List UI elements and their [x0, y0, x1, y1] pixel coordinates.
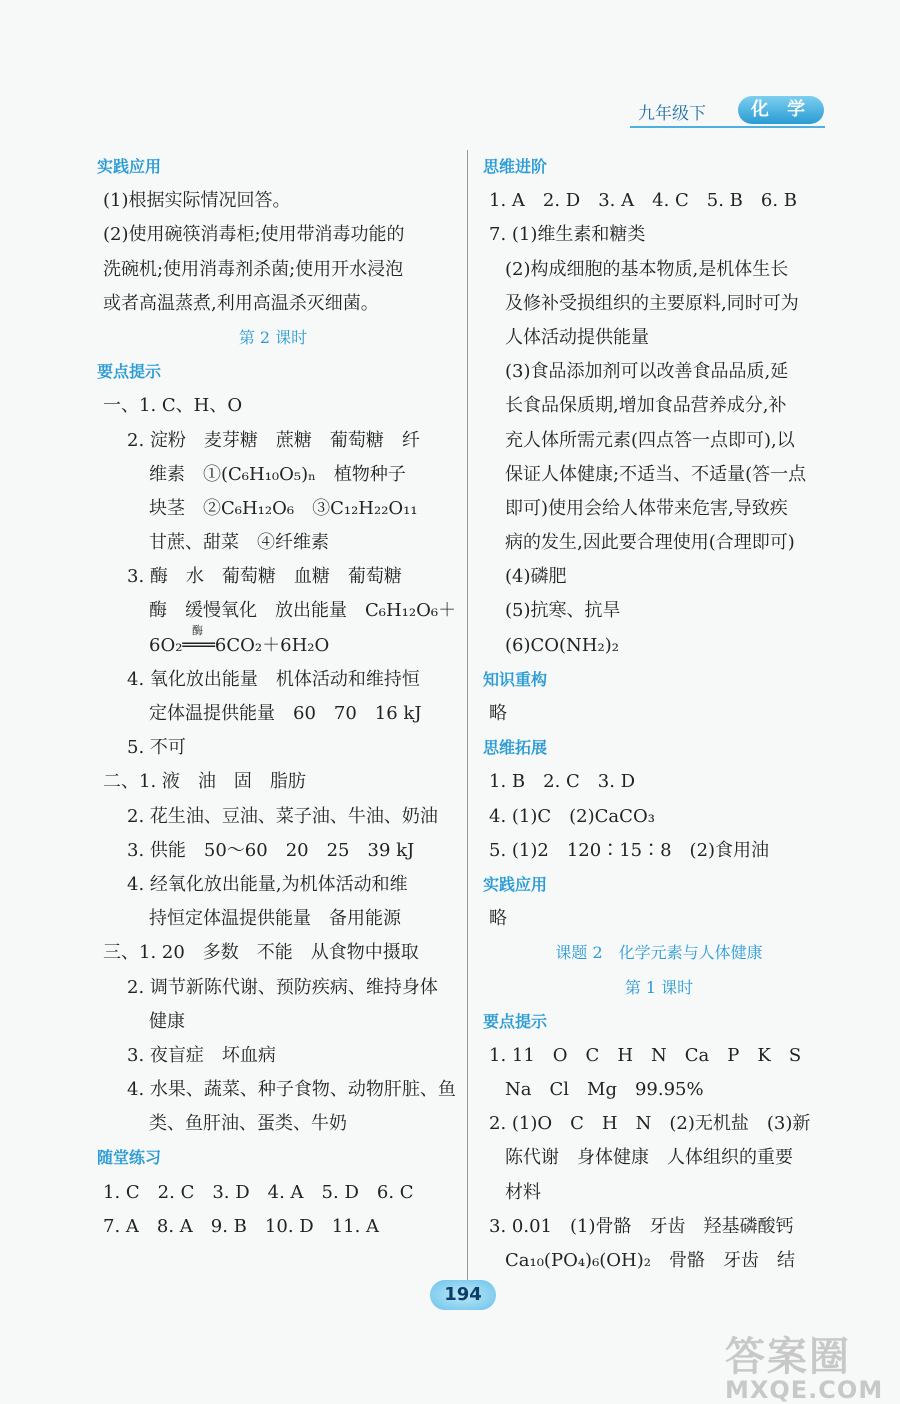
line-text: 要点提示 — [97, 362, 162, 382]
line-text: 3. 夜盲症 坏血病 — [127, 1044, 276, 1066]
line-text: 材料 — [505, 1181, 541, 1203]
answer-line — [483, 526, 835, 560]
line-text: 维素 ①(C₆H₁₀O₅)ₙ 植物种子 — [149, 463, 406, 485]
line-text: 洗碗机;使用消毒剂杀菌;使用开水浸泡 — [103, 258, 404, 280]
watermark-url: MXQE.COM — [725, 1376, 884, 1404]
line-text: 块茎 ②C₆H₁₂O₆ ③C₁₂H₂₂O₁₁ — [149, 497, 418, 519]
line-text: (5)抗寒、抗旱 — [505, 600, 621, 622]
left-column — [97, 150, 457, 1244]
answer-line — [483, 560, 835, 594]
answer-line — [97, 765, 449, 799]
answer-line — [483, 424, 835, 458]
header-underline — [630, 126, 825, 128]
line-text: 1. 11 O C H N Ca P K S — [489, 1044, 802, 1066]
watermark-text: 答案圈 — [725, 1334, 851, 1380]
line-text: (6)CO(NH₂)₂ — [505, 634, 619, 656]
section-heading — [483, 150, 835, 184]
answer-line — [483, 1107, 835, 1141]
answer-line — [483, 1210, 835, 1244]
answer-line — [483, 287, 835, 321]
section-heading — [483, 868, 835, 902]
answer-line — [97, 389, 449, 423]
line-text: Na Cl Mg 99.95% — [505, 1079, 704, 1101]
line-text: 一、1. C、H、O — [103, 395, 243, 417]
line-text: 类、鱼肝油、蛋类、牛奶 — [149, 1113, 347, 1135]
line-text: 保证人体健康;不适当、不适量(答一点 — [505, 463, 807, 485]
line-text: 7. (1)维生素和糖类 — [489, 224, 646, 246]
line-text: 实践应用 — [97, 157, 162, 176]
answer-line — [97, 1073, 456, 1107]
line-text: 4. 经氧化放出能量,为机体活动和维 — [127, 873, 408, 895]
answer-line — [483, 253, 835, 287]
line-text: 健康 — [149, 1010, 185, 1032]
answer-line — [97, 184, 449, 218]
answer-line — [483, 902, 835, 936]
answer-line — [483, 184, 835, 218]
line-text: 甘蔗、甜菜 ④纤维素 — [149, 532, 329, 554]
answer-line — [97, 253, 449, 287]
answer-line — [483, 1244, 835, 1278]
line-text: Ca₁₀(PO₄)₆(OH)₂ 骨骼 牙齿 结 — [505, 1250, 795, 1271]
line-text: 即可)使用会给人体带来危害,导致疾 — [505, 497, 788, 519]
answer-line — [97, 868, 449, 902]
line-text: 定体温提供能量 60 70 16 kJ — [149, 703, 422, 724]
line-text: 5. 不可 — [127, 737, 186, 759]
answer-line — [97, 902, 449, 936]
answer-line — [97, 287, 449, 321]
line-text: 略 — [489, 703, 507, 724]
answer-line — [97, 1176, 449, 1210]
watermark-logo — [725, 1325, 883, 1404]
line-text: 思维进阶 — [483, 157, 548, 176]
line-text: 思维拓展 — [483, 738, 548, 758]
line-text: 2. 调节新陈代谢、预防疾病、维持身体 — [127, 976, 438, 998]
answer-line — [97, 1210, 449, 1244]
line-text: (3)食品添加剂可以改善食品品质,延 — [505, 361, 789, 383]
line-text: 实践应用 — [483, 874, 548, 894]
answer-line — [483, 1141, 835, 1175]
answer-line — [97, 1039, 449, 1073]
answer-line — [483, 1176, 835, 1210]
line-text: 4. 氧化放出能量 机体活动和维持恒 — [127, 668, 420, 690]
line-text: 7. A 8. A 9. B 10. D 11. A — [103, 1215, 380, 1237]
line-text: 充人体所需元素(四点答一点即可),以 — [505, 429, 795, 451]
answer-line — [483, 492, 835, 526]
answer-line — [97, 1107, 449, 1141]
line-text: 3. 酶 水 葡萄糖 血糖 葡萄糖 — [127, 566, 402, 588]
line-text: 持恒定体温提供能量 备用能源 — [149, 908, 401, 930]
answer-line — [483, 1073, 835, 1107]
answer-line — [97, 971, 449, 1005]
answer-line — [483, 218, 835, 252]
line-text: 1. A 2. D 3. A 4. C 5. B 6. B — [489, 190, 798, 212]
answer-line — [483, 389, 835, 423]
answer-line — [97, 697, 449, 731]
line-text: 4. (1)C (2)CaCO₃ — [489, 805, 655, 827]
line-text: 知识重构 — [483, 669, 548, 689]
answer-line — [97, 458, 449, 492]
line-text: 3. 0.01 (1)骨骼 牙齿 羟基磷酸钙 — [489, 1215, 794, 1237]
answer-line — [483, 321, 835, 355]
answer-line — [97, 526, 449, 560]
lesson-title — [483, 936, 835, 970]
line-text: 要点提示 — [483, 1011, 548, 1031]
line-text: 陈代谢 身体健康 人体组织的重要 — [505, 1147, 793, 1169]
line-text: 第 2 课时 — [238, 327, 308, 347]
line-text: 及修补受损组织的主要原料,同时可为 — [505, 292, 799, 314]
answer-line — [97, 492, 449, 526]
line-text: 2. 花生油、豆油、菜子油、牛油、奶油 — [127, 805, 438, 827]
answer-line — [483, 594, 835, 628]
line-text: 二、1. 液 油 固 脂肪 — [103, 771, 306, 793]
line-text: 第 1 课时 — [624, 977, 694, 997]
line-text: 1. B 2. C 3. D — [489, 771, 636, 793]
line-text: 三、1. 20 多数 不能 从食物中摄取 — [103, 942, 419, 964]
line-text: 或者高温蒸煮,利用高温杀灭细菌。 — [103, 292, 379, 314]
header-subject-badge: 化 学 — [738, 96, 824, 124]
answer-line — [483, 765, 835, 799]
answer-line — [483, 697, 835, 731]
section-heading — [483, 1005, 835, 1039]
line-text: 1. C 2. C 3. D 4. A 5. D 6. C — [103, 1181, 414, 1203]
answer-line — [483, 800, 835, 834]
line-text: 略 — [489, 908, 507, 930]
answer-line — [483, 1039, 835, 1073]
answer-line — [97, 731, 449, 765]
lesson-title — [483, 971, 835, 1005]
header-grade: 九年级下 — [638, 104, 706, 124]
section-heading — [97, 355, 449, 389]
answer-line — [97, 560, 449, 594]
right-column — [483, 150, 835, 1278]
answer-line — [483, 629, 835, 663]
lesson-title — [97, 321, 449, 355]
line-text: 人体活动提供能量 — [505, 326, 649, 348]
section-heading — [97, 150, 449, 184]
line-text: (1)根据实际情况回答。 — [103, 190, 291, 212]
answer-line — [97, 218, 449, 252]
line-text: 长食品保质期,增加食品营养成分,补 — [505, 395, 787, 417]
line-text: (2)使用碗筷消毒柜;使用带消毒功能的 — [103, 224, 405, 246]
line-text: 随堂练习 — [97, 1148, 162, 1168]
answer-line — [97, 623, 449, 663]
line-text: (4)磷肥 — [505, 566, 567, 588]
section-heading — [483, 663, 835, 697]
line-text: 4. 水果、蔬菜、种子食物、动物肝脏、鱼 — [127, 1079, 456, 1101]
line-text: 课题 2 化学元素与人体健康 — [555, 943, 763, 963]
page-number: 194 — [430, 1280, 496, 1310]
answer-line — [483, 458, 835, 492]
line-text: 6O₂═══6CO₂＋6H₂O — [149, 634, 330, 656]
line-text: 病的发生,因此要合理使用(合理即可) — [505, 532, 795, 554]
answer-line — [483, 355, 835, 389]
line-text: 2. 淀粉 麦芽糖 蔗糖 葡萄糖 纤 — [127, 429, 420, 451]
answer-line — [97, 834, 449, 868]
answer-line — [97, 1005, 449, 1039]
section-heading — [483, 731, 835, 765]
section-heading — [97, 1141, 449, 1175]
line-text: 3. 供能 50～60 20 25 39 kJ — [127, 839, 415, 861]
reaction-condition: 酶 — [192, 623, 203, 637]
line-text: 酶 缓慢氧化 放出能量 C₆H₁₂O₆＋ — [149, 600, 457, 622]
answer-line — [97, 594, 457, 628]
line-text: 5. (1)2 120∶15∶8 (2)食用油 — [489, 839, 770, 861]
answer-line — [97, 936, 449, 970]
answer-line — [97, 663, 449, 697]
answer-line — [483, 834, 835, 868]
answer-line — [97, 424, 449, 458]
line-text: 2. (1)O C H N (2)无机盐 (3)新 — [489, 1113, 811, 1135]
column-divider — [467, 150, 468, 1285]
answer-line — [97, 800, 449, 834]
line-text: (2)构成细胞的基本物质,是机体生长 — [505, 258, 789, 280]
